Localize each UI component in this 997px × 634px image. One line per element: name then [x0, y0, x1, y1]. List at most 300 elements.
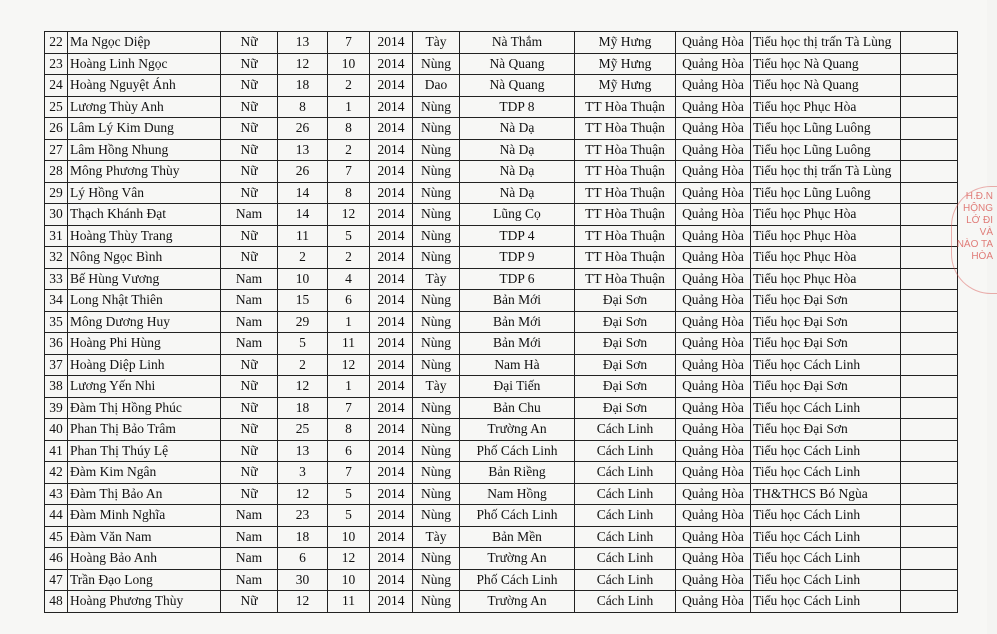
ethnicity-cell: Nùng [413, 247, 460, 269]
ethnicity-cell: Nùng [413, 225, 460, 247]
table-row [45, 526, 958, 548]
birth-year-cell: 2014 [370, 96, 413, 118]
birth-day-cell: 25 [278, 419, 328, 441]
student-name-cell: Bế Hùng Vương [68, 268, 221, 290]
village-cell: Phố Cách Linh [460, 569, 575, 591]
birth-day-cell: 14 [278, 204, 328, 226]
birth-day-cell: 30 [278, 569, 328, 591]
birth-month-cell: 5 [328, 483, 370, 505]
village-cell: Nà Dạ [460, 182, 575, 204]
school-cell: Tiểu học Cách Linh [751, 440, 901, 462]
school-cell: Tiểu học Đại Sơn [751, 419, 901, 441]
birth-month-cell: 5 [328, 225, 370, 247]
note-cell [901, 354, 958, 376]
birth-month-cell: 8 [328, 419, 370, 441]
commune-cell: Cách Linh [575, 440, 676, 462]
commune-cell: TT Hòa Thuận [575, 268, 676, 290]
row-number-cell: 43 [45, 483, 68, 505]
birth-month-cell: 11 [328, 333, 370, 355]
birth-year-cell: 2014 [370, 182, 413, 204]
note-cell [901, 139, 958, 161]
village-cell: Bản Mền [460, 526, 575, 548]
ethnicity-cell: Dao [413, 75, 460, 97]
commune-cell: Cách Linh [575, 419, 676, 441]
gender-cell: Nam [221, 548, 278, 570]
birth-month-cell: 8 [328, 182, 370, 204]
ethnicity-cell: Nùng [413, 53, 460, 75]
commune-cell: Mỹ Hưng [575, 75, 676, 97]
school-cell: Tiểu học Phục Hòa [751, 268, 901, 290]
school-cell: Tiểu học Cách Linh [751, 462, 901, 484]
red-seal-stamp [951, 186, 997, 294]
ethnicity-cell: Nùng [413, 569, 460, 591]
table-row [45, 376, 958, 398]
stamp-line: H.Đ.N [965, 191, 993, 202]
birth-year-cell: 2014 [370, 397, 413, 419]
row-number-cell: 32 [45, 247, 68, 269]
village-cell: Bản Mới [460, 290, 575, 312]
ethnicity-cell: Nùng [413, 290, 460, 312]
village-cell: Đại Tiến [460, 376, 575, 398]
birth-day-cell: 18 [278, 75, 328, 97]
commune-cell: TT Hòa Thuận [575, 161, 676, 183]
student-name-cell: Hoàng Bảo Anh [68, 548, 221, 570]
birth-year-cell: 2014 [370, 591, 413, 613]
commune-cell: Cách Linh [575, 548, 676, 570]
ethnicity-cell: Nùng [413, 419, 460, 441]
table-row [45, 32, 958, 54]
gender-cell: Nữ [221, 591, 278, 613]
commune-cell: Mỹ Hưng [575, 53, 676, 75]
ethnicity-cell: Nùng [413, 333, 460, 355]
birth-day-cell: 29 [278, 311, 328, 333]
birth-year-cell: 2014 [370, 118, 413, 140]
note-cell [901, 225, 958, 247]
stamp-line: LỚ ĐI [966, 215, 993, 226]
district-cell: Quảng Hòa [676, 161, 751, 183]
birth-month-cell: 7 [328, 462, 370, 484]
note-cell [901, 483, 958, 505]
stamp-line: VÀ [979, 227, 993, 238]
village-cell: Nà Quang [460, 75, 575, 97]
row-number-cell: 39 [45, 397, 68, 419]
school-cell: Tiểu học Cách Linh [751, 397, 901, 419]
birth-month-cell: 6 [328, 290, 370, 312]
village-cell: TDP 4 [460, 225, 575, 247]
gender-cell: Nữ [221, 397, 278, 419]
note-cell [901, 161, 958, 183]
commune-cell: TT Hòa Thuận [575, 182, 676, 204]
commune-cell: TT Hòa Thuận [575, 225, 676, 247]
district-cell: Quảng Hòa [676, 75, 751, 97]
ethnicity-cell: Nùng [413, 204, 460, 226]
student-name-cell: Trần Đạo Long [68, 569, 221, 591]
village-cell: Trường An [460, 419, 575, 441]
birth-day-cell: 12 [278, 483, 328, 505]
ethnicity-cell: Nùng [413, 462, 460, 484]
village-cell: Nà Dạ [460, 161, 575, 183]
birth-month-cell: 12 [328, 204, 370, 226]
gender-cell: Nữ [221, 75, 278, 97]
note-cell [901, 311, 958, 333]
village-cell: Phố Cách Linh [460, 505, 575, 527]
school-cell: TH&THCS Bó Ngùa [751, 483, 901, 505]
commune-cell: Mỹ Hưng [575, 32, 676, 54]
birth-year-cell: 2014 [370, 376, 413, 398]
ethnicity-cell: Nùng [413, 354, 460, 376]
row-number-cell: 25 [45, 96, 68, 118]
birth-year-cell: 2014 [370, 75, 413, 97]
birth-year-cell: 2014 [370, 354, 413, 376]
table-row [45, 333, 958, 355]
student-name-cell: Lý Hồng Vân [68, 182, 221, 204]
ethnicity-cell: Nùng [413, 139, 460, 161]
note-cell [901, 118, 958, 140]
village-cell: Bản Riềng [460, 462, 575, 484]
birth-month-cell: 1 [328, 376, 370, 398]
ethnicity-cell: Nùng [413, 591, 460, 613]
ethnicity-cell: Tày [413, 526, 460, 548]
note-cell [901, 32, 958, 54]
table-row [45, 397, 958, 419]
ethnicity-cell: Nùng [413, 483, 460, 505]
birth-day-cell: 18 [278, 526, 328, 548]
table-row [45, 182, 958, 204]
district-cell: Quảng Hòa [676, 182, 751, 204]
ethnicity-cell: Nùng [413, 505, 460, 527]
birth-month-cell: 1 [328, 311, 370, 333]
student-name-cell: Mông Phương Thùy [68, 161, 221, 183]
gender-cell: Nữ [221, 182, 278, 204]
note-cell [901, 96, 958, 118]
student-name-cell: Đàm Minh Nghĩa [68, 505, 221, 527]
table-row [45, 247, 958, 269]
district-cell: Quảng Hòa [676, 376, 751, 398]
birth-month-cell: 7 [328, 32, 370, 54]
row-number-cell: 26 [45, 118, 68, 140]
ethnicity-cell: Tày [413, 32, 460, 54]
student-name-cell: Phan Thị Thúy Lệ [68, 440, 221, 462]
commune-cell: Cách Linh [575, 526, 676, 548]
gender-cell: Nữ [221, 118, 278, 140]
district-cell: Quảng Hòa [676, 591, 751, 613]
school-cell: Tiểu học thị trấn Tà Lùng [751, 32, 901, 54]
student-name-cell: Lương Yến Nhi [68, 376, 221, 398]
note-cell [901, 376, 958, 398]
birth-month-cell: 12 [328, 548, 370, 570]
birth-day-cell: 2 [278, 247, 328, 269]
ethnicity-cell: Tày [413, 268, 460, 290]
school-cell: Tiểu học Phục Hòa [751, 96, 901, 118]
student-name-cell: Phan Thị Bảo Trâm [68, 419, 221, 441]
gender-cell: Nam [221, 333, 278, 355]
note-cell [901, 419, 958, 441]
gender-cell: Nữ [221, 440, 278, 462]
gender-cell: Nữ [221, 483, 278, 505]
school-cell: Tiểu học Lũng Luông [751, 139, 901, 161]
table-row [45, 53, 958, 75]
district-cell: Quảng Hòa [676, 419, 751, 441]
birth-year-cell: 2014 [370, 526, 413, 548]
school-cell: Tiểu học Cách Linh [751, 354, 901, 376]
row-number-cell: 23 [45, 53, 68, 75]
birth-year-cell: 2014 [370, 333, 413, 355]
note-cell [901, 526, 958, 548]
gender-cell: Nữ [221, 354, 278, 376]
row-number-cell: 45 [45, 526, 68, 548]
birth-month-cell: 6 [328, 440, 370, 462]
birth-day-cell: 13 [278, 440, 328, 462]
birth-month-cell: 7 [328, 397, 370, 419]
school-cell: Tiểu học Lũng Luông [751, 118, 901, 140]
village-cell: TDP 9 [460, 247, 575, 269]
student-name-cell: Ma Ngọc Diệp [68, 32, 221, 54]
gender-cell: Nữ [221, 225, 278, 247]
row-number-cell: 31 [45, 225, 68, 247]
gender-cell: Nam [221, 268, 278, 290]
student-name-cell: Mông Dương Huy [68, 311, 221, 333]
village-cell: Nà Dạ [460, 139, 575, 161]
row-number-cell: 42 [45, 462, 68, 484]
commune-cell: Đại Sơn [575, 311, 676, 333]
row-number-cell: 40 [45, 419, 68, 441]
school-cell: Tiểu học Cách Linh [751, 505, 901, 527]
birth-day-cell: 6 [278, 548, 328, 570]
note-cell [901, 247, 958, 269]
birth-year-cell: 2014 [370, 290, 413, 312]
note-cell [901, 204, 958, 226]
village-cell: Nam Hồng [460, 483, 575, 505]
table-row [45, 440, 958, 462]
school-cell: Tiểu học Cách Linh [751, 548, 901, 570]
row-number-cell: 33 [45, 268, 68, 290]
village-cell: Bản Mới [460, 333, 575, 355]
district-cell: Quảng Hòa [676, 440, 751, 462]
student-name-cell: Nông Ngọc Bình [68, 247, 221, 269]
row-number-cell: 35 [45, 311, 68, 333]
birth-month-cell: 2 [328, 247, 370, 269]
birth-year-cell: 2014 [370, 204, 413, 226]
school-cell: Tiểu học Nà Quang [751, 53, 901, 75]
student-name-cell: Lâm Lý Kim Dung [68, 118, 221, 140]
gender-cell: Nữ [221, 32, 278, 54]
student-name-cell: Đàm Kim Ngân [68, 462, 221, 484]
table-row [45, 569, 958, 591]
row-number-cell: 24 [45, 75, 68, 97]
village-cell: Bản Chu [460, 397, 575, 419]
gender-cell: Nam [221, 311, 278, 333]
commune-cell: TT Hòa Thuận [575, 247, 676, 269]
ethnicity-cell: Nùng [413, 96, 460, 118]
birth-year-cell: 2014 [370, 548, 413, 570]
commune-cell: Cách Linh [575, 483, 676, 505]
birth-year-cell: 2014 [370, 311, 413, 333]
school-cell: Tiểu học Cách Linh [751, 526, 901, 548]
table-row [45, 483, 958, 505]
district-cell: Quảng Hòa [676, 462, 751, 484]
district-cell: Quảng Hòa [676, 268, 751, 290]
student-table-body [45, 32, 958, 613]
birth-day-cell: 12 [278, 376, 328, 398]
birth-day-cell: 14 [278, 182, 328, 204]
birth-year-cell: 2014 [370, 569, 413, 591]
school-cell: Tiểu học Đại Sơn [751, 376, 901, 398]
birth-month-cell: 8 [328, 118, 370, 140]
gender-cell: Nữ [221, 53, 278, 75]
row-number-cell: 34 [45, 290, 68, 312]
row-number-cell: 48 [45, 591, 68, 613]
note-cell [901, 182, 958, 204]
table-row [45, 75, 958, 97]
birth-year-cell: 2014 [370, 505, 413, 527]
note-cell [901, 440, 958, 462]
birth-day-cell: 26 [278, 118, 328, 140]
school-cell: Tiểu học Phục Hòa [751, 204, 901, 226]
gender-cell: Nữ [221, 247, 278, 269]
school-cell: Tiểu học Đại Sơn [751, 311, 901, 333]
birth-year-cell: 2014 [370, 440, 413, 462]
table-row [45, 505, 958, 527]
student-name-cell: Hoàng Nguyệt Ánh [68, 75, 221, 97]
student-name-cell: Hoàng Phương Thùy [68, 591, 221, 613]
birth-day-cell: 12 [278, 591, 328, 613]
school-cell: Tiểu học Cách Linh [751, 591, 901, 613]
district-cell: Quảng Hòa [676, 397, 751, 419]
birth-month-cell: 10 [328, 569, 370, 591]
student-name-cell: Thạch Khánh Đạt [68, 204, 221, 226]
note-cell [901, 397, 958, 419]
gender-cell: Nữ [221, 462, 278, 484]
row-number-cell: 36 [45, 333, 68, 355]
birth-month-cell: 10 [328, 53, 370, 75]
birth-month-cell: 12 [328, 354, 370, 376]
birth-day-cell: 15 [278, 290, 328, 312]
commune-cell: Đại Sơn [575, 397, 676, 419]
student-name-cell: Hoàng Diệp Linh [68, 354, 221, 376]
student-name-cell: Hoàng Phi Hùng [68, 333, 221, 355]
birth-day-cell: 13 [278, 139, 328, 161]
ethnicity-cell: Nùng [413, 311, 460, 333]
student-name-cell: Đàm Thị Hồng Phúc [68, 397, 221, 419]
note-cell [901, 505, 958, 527]
table-row [45, 139, 958, 161]
birth-day-cell: 13 [278, 32, 328, 54]
birth-month-cell: 4 [328, 268, 370, 290]
commune-cell: Cách Linh [575, 591, 676, 613]
school-cell: Tiểu học Phục Hòa [751, 247, 901, 269]
table-row [45, 204, 958, 226]
district-cell: Quảng Hòa [676, 139, 751, 161]
commune-cell: Đại Sơn [575, 354, 676, 376]
school-cell: Tiểu học Lũng Luông [751, 182, 901, 204]
ethnicity-cell: Nùng [413, 118, 460, 140]
ethnicity-cell: Nùng [413, 182, 460, 204]
row-number-cell: 22 [45, 32, 68, 54]
note-cell [901, 268, 958, 290]
birth-year-cell: 2014 [370, 419, 413, 441]
note-cell [901, 333, 958, 355]
table-row [45, 161, 958, 183]
ethnicity-cell: Nùng [413, 548, 460, 570]
district-cell: Quảng Hòa [676, 333, 751, 355]
birth-day-cell: 12 [278, 53, 328, 75]
row-number-cell: 27 [45, 139, 68, 161]
birth-day-cell: 26 [278, 161, 328, 183]
district-cell: Quảng Hòa [676, 53, 751, 75]
note-cell [901, 591, 958, 613]
district-cell: Quảng Hòa [676, 32, 751, 54]
birth-year-cell: 2014 [370, 483, 413, 505]
commune-cell: Cách Linh [575, 462, 676, 484]
stamp-line: NÀO TA [956, 239, 993, 250]
row-number-cell: 38 [45, 376, 68, 398]
district-cell: Quảng Hòa [676, 290, 751, 312]
district-cell: Quảng Hòa [676, 505, 751, 527]
birth-day-cell: 8 [278, 96, 328, 118]
district-cell: Quảng Hòa [676, 483, 751, 505]
birth-year-cell: 2014 [370, 53, 413, 75]
row-number-cell: 41 [45, 440, 68, 462]
village-cell: TDP 6 [460, 268, 575, 290]
birth-year-cell: 2014 [370, 32, 413, 54]
birth-year-cell: 2014 [370, 139, 413, 161]
school-cell: Tiểu học thị trấn Tà Lùng [751, 161, 901, 183]
table-row [45, 225, 958, 247]
village-cell: TDP 8 [460, 96, 575, 118]
birth-day-cell: 5 [278, 333, 328, 355]
school-cell: Tiểu học Đại Sơn [751, 333, 901, 355]
gender-cell: Nam [221, 290, 278, 312]
birth-year-cell: 2014 [370, 247, 413, 269]
birth-month-cell: 1 [328, 96, 370, 118]
table-row [45, 311, 958, 333]
row-number-cell: 44 [45, 505, 68, 527]
school-cell: Tiểu học Phục Hòa [751, 225, 901, 247]
table-row [45, 462, 958, 484]
row-number-cell: 30 [45, 204, 68, 226]
student-name-cell: Đàm Văn Nam [68, 526, 221, 548]
commune-cell: TT Hòa Thuận [575, 139, 676, 161]
district-cell: Quảng Hòa [676, 204, 751, 226]
commune-cell: Đại Sơn [575, 333, 676, 355]
note-cell [901, 75, 958, 97]
stamp-line: HỘNG [963, 203, 993, 214]
commune-cell: TT Hòa Thuận [575, 204, 676, 226]
village-cell: Phố Cách Linh [460, 440, 575, 462]
gender-cell: Nam [221, 505, 278, 527]
row-number-cell: 46 [45, 548, 68, 570]
village-cell: Nà Dạ [460, 118, 575, 140]
gender-cell: Nam [221, 204, 278, 226]
school-cell: Tiểu học Nà Quang [751, 75, 901, 97]
birth-month-cell: 5 [328, 505, 370, 527]
table-row [45, 290, 958, 312]
ethnicity-cell: Tày [413, 376, 460, 398]
student-name-cell: Hoàng Linh Ngọc [68, 53, 221, 75]
village-cell: Lũng Cọ [460, 204, 575, 226]
ethnicity-cell: Nùng [413, 440, 460, 462]
birth-day-cell: 18 [278, 397, 328, 419]
ethnicity-cell: Nùng [413, 397, 460, 419]
student-name-cell: Long Nhật Thiên [68, 290, 221, 312]
student-name-cell: Hoàng Thùy Trang [68, 225, 221, 247]
stamp-line: HÒA [971, 251, 993, 262]
student-name-cell: Lương Thùy Anh [68, 96, 221, 118]
birth-month-cell: 10 [328, 526, 370, 548]
table-row [45, 268, 958, 290]
birth-day-cell: 2 [278, 354, 328, 376]
school-cell: Tiểu học Đại Sơn [751, 290, 901, 312]
